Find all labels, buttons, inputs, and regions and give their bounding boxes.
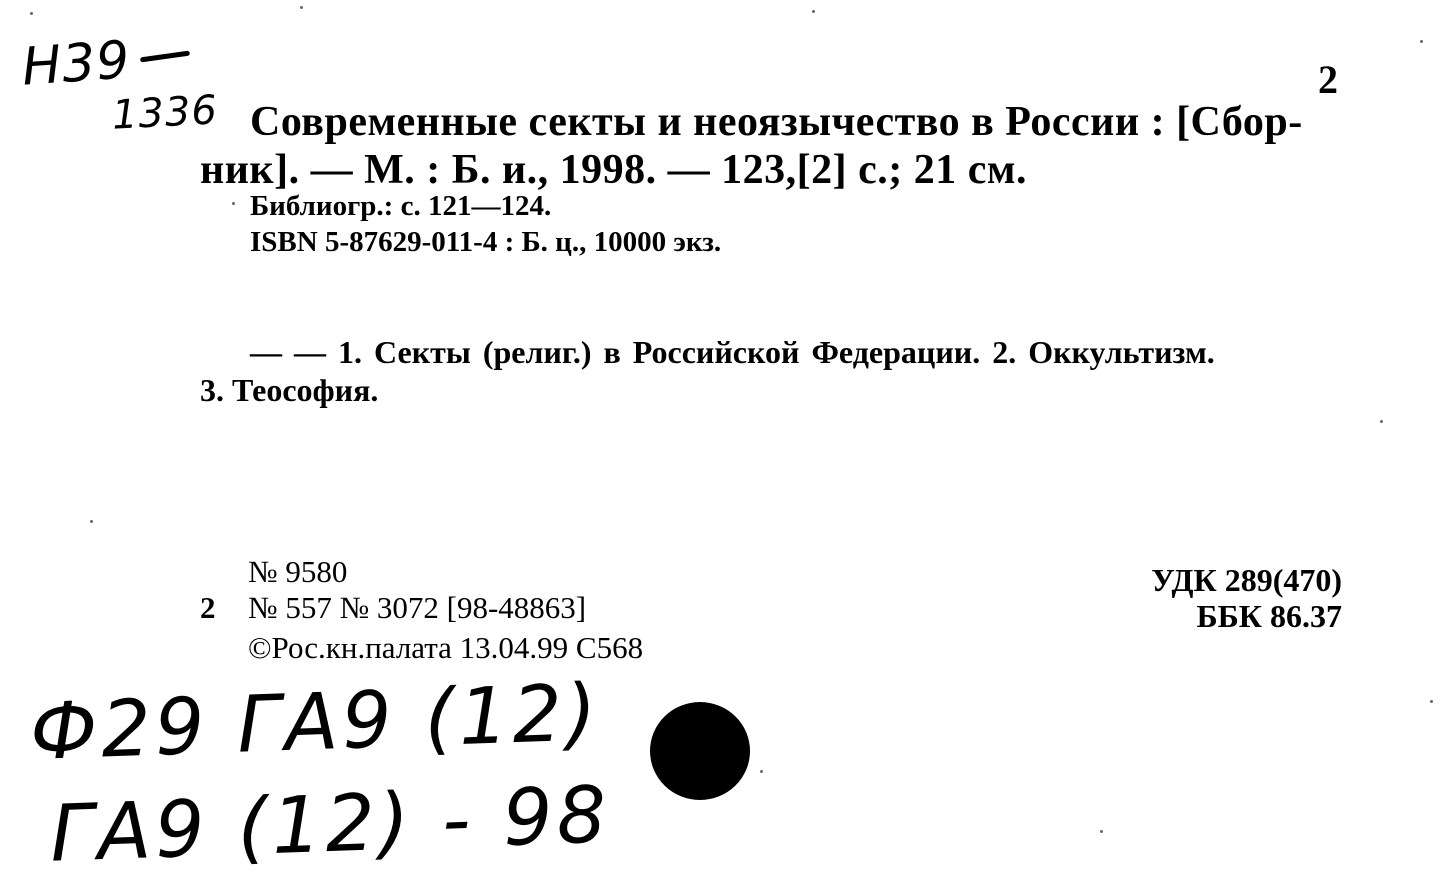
scan-speck — [1420, 40, 1423, 43]
scan-speck — [1430, 700, 1433, 703]
subject-headings-line-2: 3. Теософия. — [200, 372, 379, 408]
card-page-number: 2 — [1318, 57, 1338, 102]
handwritten-number: 1336 — [110, 87, 219, 139]
scan-speck — [1100, 830, 1103, 833]
handwritten-dash — [140, 51, 190, 63]
scan-speck — [90, 520, 93, 523]
scan-speck — [1380, 420, 1383, 423]
bbk-classification: ББК 86.37 — [1196, 598, 1342, 634]
scan-speck — [300, 6, 303, 9]
title-line-2: ник]. — М. : Б. и., 1998. — 123,[2] с.; 21 см. — [200, 147, 1028, 193]
scan-speck — [232, 202, 235, 205]
scan-speck — [812, 10, 815, 13]
handwritten-classification-2: ГА9 (12) - 98 — [48, 770, 612, 880]
handwritten-classification-1: Ф29 ГА9 (12) — [28, 668, 602, 778]
title-line-1: Современные секты и неоязычество в России : [Сбор- — [250, 99, 1303, 145]
scan-speck — [760, 770, 763, 773]
copyright-line: ©Рос.кн.палата 13.04.99 С568 — [248, 630, 644, 665]
scan-speck — [30, 12, 33, 15]
registration-number-1: № 9580 — [248, 554, 348, 589]
handwritten-shelf-mark: Н39 — [20, 30, 133, 98]
isbn-line: ISBN 5-87629-011-4 : Б. ц., 10000 экз. — [250, 226, 722, 258]
registration-number-2: № 557 № 3072 [98-48863] — [248, 590, 587, 625]
subject-headings-line-1: — — 1. Секты (религ.) в Российской Федерации. 2. Оккультизм. — [250, 334, 1215, 370]
bibliography-note: Библиогр.: с. 121—124. — [250, 190, 552, 222]
registration-prefix: 2 — [200, 590, 216, 625]
udk-classification: УДК 289(470) — [1151, 562, 1342, 598]
punch-hole — [650, 702, 750, 800]
